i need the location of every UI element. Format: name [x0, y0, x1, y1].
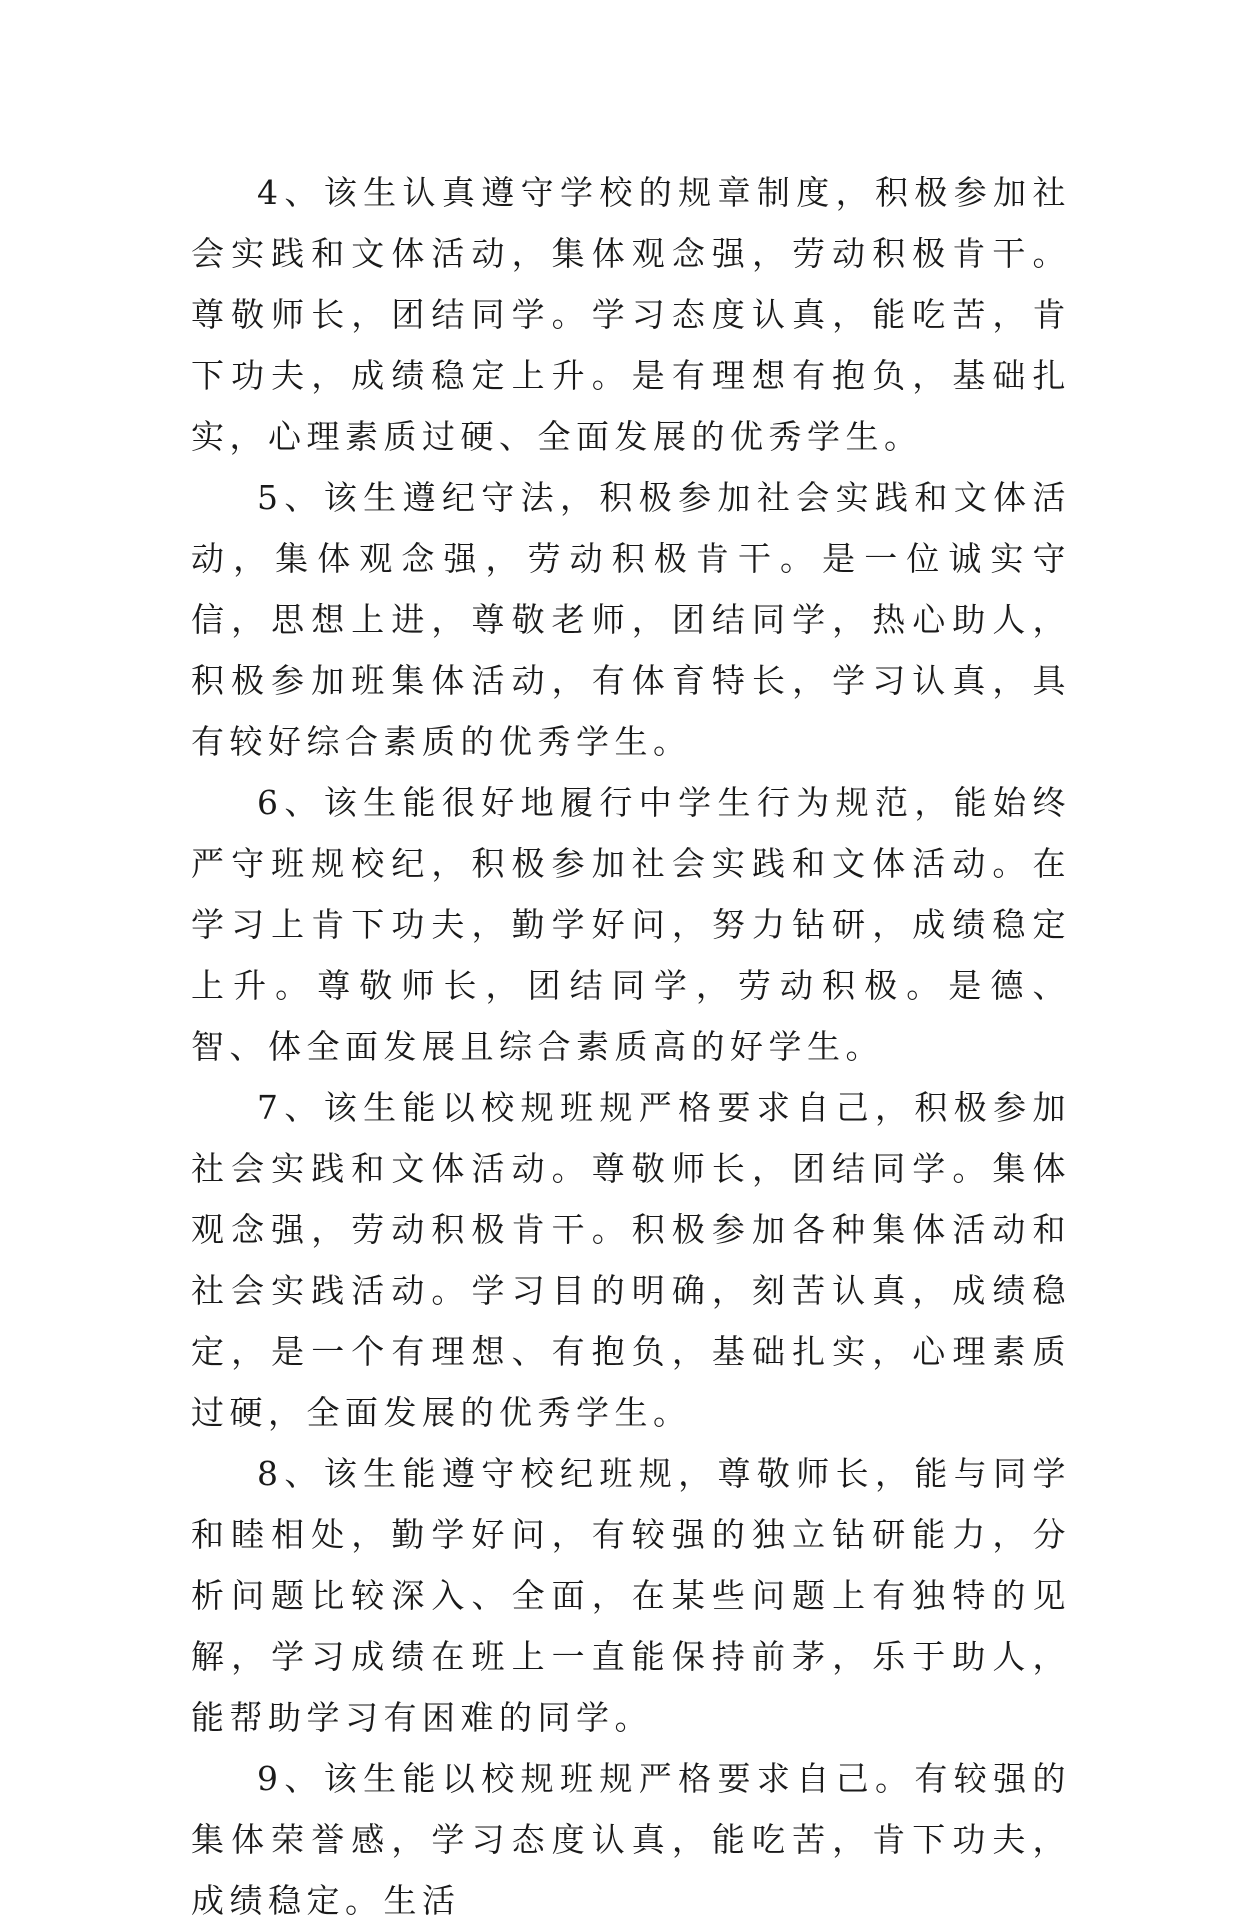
paragraph-4: 4、该生认真遵守学校的规章制度，积极参加社会实践和文体活动，集体观念强，劳动积极肯干。尊敬师长，团结同学。学习态度认真，能吃苦，肯下功夫，成绩稳定上升。是有理想有抱负，基础扎实，心理素质过硬、全面发展的优秀学生。 — [191, 173, 1071, 456]
paragraph-5: 5、该生遵纪守法，积极参加社会实践和文体活动，集体观念强，劳动积极肯干。是一位诚实守信，思想上进，尊敬老师，团结同学，热心助人，积极参加班集体活动，有体育特长，学习认真，具有较好综合素质的优秀学生。 — [191, 478, 1071, 761]
paragraph-6: 6、该生能很好地履行中学生行为规范，能始终严守班规校纪，积极参加社会实践和文体活动。在学习上肯下功夫，勤学好问，努力钻研，成绩稳定上升。尊敬师长，团结同学，劳动积极。是德、智、体全面发展且综合素质高的好学生。 — [191, 783, 1071, 1066]
paragraph-9: 9、该生能以校规班规严格要求自己。有较强的集体荣誉感，学习态度认真，能吃苦，肯下功夫，成绩稳定。生活 — [191, 1759, 1071, 1920]
document-body — [191, 162, 1071, 1931]
paragraph-8: 8、该生能遵守校纪班规，尊敬师长，能与同学和睦相处，勤学好问，有较强的独立钻研能力，分析问题比较深入、全面，在某些问题上有独特的见解，学习成绩在班上一直能保持前茅，乐于助人，能帮助学习有困难的同学。 — [191, 1454, 1071, 1737]
paragraph-7: 7、该生能以校规班规严格要求自己，积极参加社会实践和文体活动。尊敬师长，团结同学。集体观念强，劳动积极肯干。积极参加各种集体活动和社会实践活动。学习目的明确，刻苦认真，成绩稳定，是一个有理想、有抱负，基础扎实，心理素质过硬，全面发展的优秀学生。 — [191, 1088, 1071, 1432]
